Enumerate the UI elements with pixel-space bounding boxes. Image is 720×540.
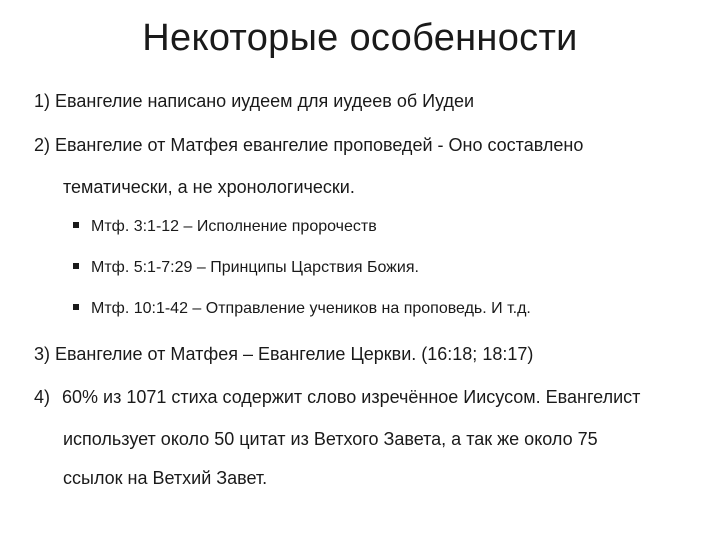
subpoint-3-text: Мтф. 10:1-42 – Отправление учеников на проповедь. И т.д. bbox=[91, 300, 531, 317]
square-bullet-icon bbox=[73, 263, 79, 269]
subpoint-1-text: Мтф. 3:1-12 – Исполнение пророчеств bbox=[91, 218, 377, 235]
slide-title: Некоторые особенности bbox=[142, 17, 578, 59]
square-bullet-icon bbox=[73, 222, 79, 228]
point-4-line-1 bbox=[34, 385, 640, 409]
point-2-line-2: тематически, а не хронологически. bbox=[63, 177, 355, 197]
point-3: 3) Евангелие от Матфея – Евангелие Церкви. (16:18; 18:17) bbox=[34, 344, 534, 364]
point-2-line-1: 2) Евангелие от Матфея евангелие проповедей - Оно составлено bbox=[34, 135, 584, 155]
point-4-line-2: использует около 50 цитат из Ветхого Завета, а так же около 75 bbox=[63, 429, 598, 449]
point-4-number: 4) bbox=[34, 387, 51, 407]
subpoint-1 bbox=[73, 216, 377, 238]
square-bullet-icon bbox=[73, 304, 79, 310]
point-4-text-1: 60% из 1071 стиха содержит слово изречённое Иисусом. Евангелист bbox=[62, 387, 641, 407]
subpoint-2 bbox=[73, 257, 419, 279]
subpoint-2-text: Мтф. 5:1-7:29 – Принципы Царствия Божия. bbox=[91, 259, 419, 276]
subpoint-3 bbox=[73, 298, 531, 320]
point-1: 1) Евангелие написано иудеем для иудеев об Иудеи bbox=[34, 91, 475, 111]
point-4-line-3: ссылок на Ветхий Завет. bbox=[63, 468, 268, 488]
